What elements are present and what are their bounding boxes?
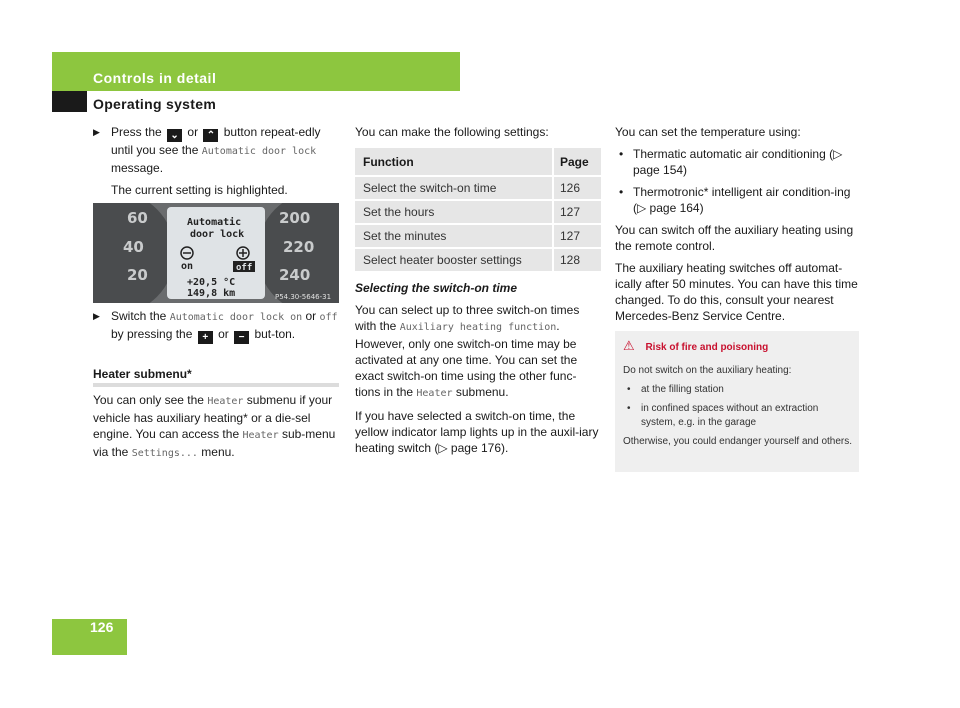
step-press-button: ▶ Press the ⌄ or ⌃ button repeat-edly until you see the Automatic door lock message. (93, 125, 321, 175)
column-3 (615, 124, 861, 324)
table-row (355, 176, 601, 200)
page-number: 126 (90, 619, 114, 635)
dial-label: 200 (279, 209, 311, 227)
warning-footer: Otherwise, you could endanger yourself and others. (623, 436, 853, 447)
step-switch: ▶ Switch the Automatic door lock on or off by pressing the + or − but-ton. (93, 309, 338, 343)
column-1-mid (93, 308, 339, 344)
table-header: Function (355, 148, 553, 176)
instrument-cluster-photo (93, 203, 339, 303)
section-title: Controls in detail (93, 70, 217, 86)
table-row (355, 224, 601, 248)
photo-reference: P54.30-5646-31 (275, 293, 332, 301)
table-header-row (355, 148, 601, 176)
table-cell: 127 (553, 200, 601, 224)
heater-submenu-heading: Heater submenu* (93, 367, 192, 381)
step-arrow-icon: ▶ (93, 311, 100, 321)
display-title: door lock (190, 229, 245, 240)
remote-control-paragraph: You can switch off the auxiliary heating using the remote control. (615, 223, 854, 253)
subheading: Selecting the switch-on time (355, 281, 518, 295)
up-key-icon: ⌃ (203, 129, 218, 142)
switch-on-time-section (355, 280, 601, 456)
list-item: • at the filling station (627, 384, 724, 395)
auto-off-paragraph: The auxiliary heating switches off automat-ically after 50 minutes. You can have this time changed. To do this, consult your nearest Mercedes-Benz Service Centre. (615, 261, 858, 323)
display-km: 149,8 km (187, 288, 236, 299)
bullet-icon: • (619, 147, 624, 161)
dial-label: 220 (283, 238, 315, 256)
dial-label: 60 (127, 209, 148, 227)
list-item: • in confined spaces without an extraction system, e.g. in the garage (627, 403, 819, 428)
display-temp: +20,5 °C (187, 277, 236, 288)
table-cell: Select heater booster settings (355, 248, 553, 272)
heater-paragraph: You can only see the Heater submenu if your vehicle has auxiliary heating* or a die-sel engine. You can access the Heater sub-menu via the Settings... menu. (93, 393, 336, 459)
table-header: Page (553, 148, 601, 176)
display-off-label: off (236, 263, 253, 273)
plus-key-icon: + (198, 331, 213, 344)
dial-label: 240 (279, 266, 311, 284)
temperature-intro: You can set the temperature using: (615, 125, 801, 139)
note-text: The current setting is highlighted. (111, 183, 288, 197)
table-cell: Set the minutes (355, 224, 553, 248)
bullet-icon: • (627, 384, 631, 395)
divider (93, 383, 339, 387)
table-cell: Select the switch-on time (355, 176, 553, 200)
warning-box (615, 331, 859, 472)
warning-line: Do not switch on the auxiliary heating: (623, 365, 792, 376)
settings-table (355, 148, 601, 273)
bullet-icon: • (627, 403, 631, 414)
list-item: • Thermotronic* intelligent air condition-ing (▷ page 164) (619, 185, 851, 215)
display-on-label: on (181, 261, 194, 272)
header-marker (52, 91, 87, 112)
table-cell: 128 (553, 248, 601, 272)
table-cell: 127 (553, 224, 601, 248)
dial-label: 20 (127, 266, 148, 284)
list-item: • Thermatic automatic air conditioning (▷ page 154) (619, 147, 843, 177)
indicator-paragraph: If you have selected a switch-on time, the yellow indicator lamp lights up in the auxil-iary heating switch (▷ page 176). (355, 409, 599, 455)
dial-label: 40 (123, 238, 144, 256)
down-key-icon: ⌄ (167, 129, 182, 142)
display-title: Automatic (187, 217, 242, 228)
settings-intro: You can make the following settings: (355, 125, 549, 139)
table-row (355, 200, 601, 224)
column-1-top (93, 124, 339, 198)
warning-heading: ⚠ Risk of fire and poisoning (623, 338, 769, 353)
table-cell: Set the hours (355, 200, 553, 224)
warning-triangle-icon: ⚠ (623, 338, 635, 353)
page-title: Operating system (93, 96, 217, 112)
step-arrow-icon: ▶ (93, 127, 100, 137)
switch-on-paragraph: You can select up to three switch-on times with the Auxiliary heating function. However, only one switch-on time may be activated at any one time. You can set the exact switch-on time using the other func-tions in the Heater submenu. (355, 303, 580, 399)
bullet-icon: • (619, 185, 624, 199)
table-row (355, 248, 601, 272)
minus-key-icon: − (234, 331, 249, 344)
table-cell: 126 (553, 176, 601, 200)
